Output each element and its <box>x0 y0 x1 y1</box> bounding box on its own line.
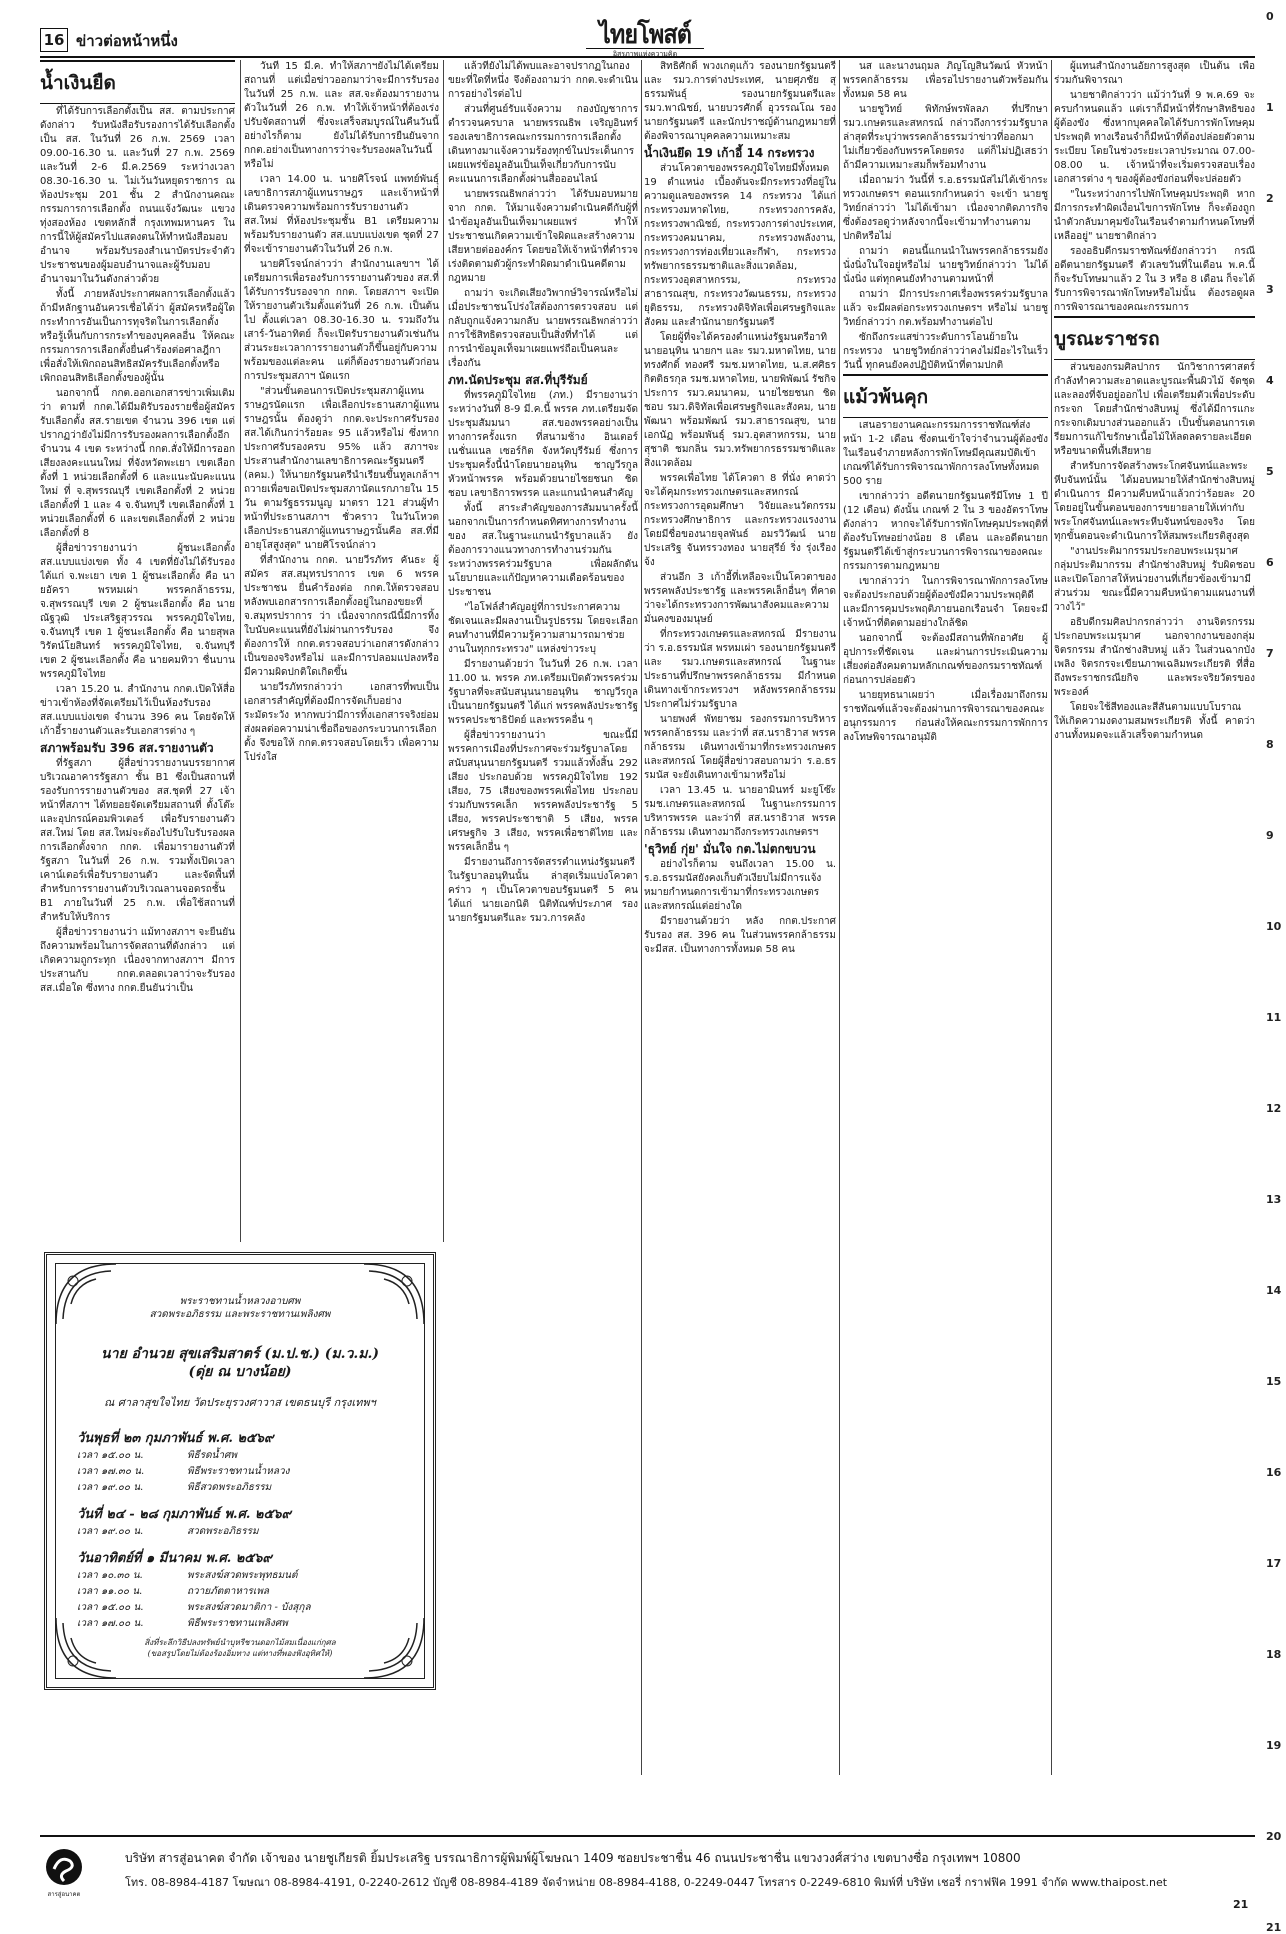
deceased-nickname: (ดุ่ย ณ บางน้อย) <box>188 1364 292 1380</box>
article-paragraph: ส่วนที่ศูนย์รับแจ้งความ กองบัญชาการตำรวจนครบาล นายพรรณธิพ เจริญอินทร์ รองเลขาธิการคณะกรรมการการเลือกตั้ง เดินทางมาแจ้งความร้องทุกข์ในประเด็นการเผยแพร่ข้อมูลอันเป็นเท็จเกี่ยวกับการนับคะแนนการเลือกตั้งผ่านสื่อออนไลน์ <box>448 104 638 185</box>
article-paragraph: มีรายงานด้วยว่า หลัง กกต.ประกาศรับรอง สส. 396 คน ในส่วนพรรคกล้าธรรมจะมีสส. เป็นทางการทั้งหมด 58 คน <box>644 916 836 955</box>
page-edge-mark: 8 <box>1266 738 1274 751</box>
article-paragraph: ซักถึงกระแสข่าวระดับการโอนย้ายในกระทรวง นายชูวิทย์กล่าวว่าคงไม่มีอะไรในเร็ววันนี้ ทุกคนยังคงปฏิบัติหน้าที่ตามปกติ <box>843 332 1048 371</box>
article-paragraph: "ส่วนขั้นตอนการเปิดประชุมสภาผู้แทนราษฎรนัดแรก เพื่อเลือกประธานสภาผู้แทนราษฎรนั้น ต้องดูว่า กกต.จะประกาศรับรอง สส.ได้เกินกว่าร้อยละ 95 แล้วหรือไม่ ซึ่งหากประกาศรับรองครบ 95% แล้ว สภาฯจะประสานสำนักงานเลขาธิการคณะรัฐมนตรี (ลคม.) ให้นายกรัฐมนตรีนำเรียนขึ้นทูลเกล้าฯ ถวายเพื่อขอเปิดประชุมสภานัดแรกภายใน 15 วัน ตามรัฐธรรมนูญ มาตรา 121 ส่วนผู้ทำหน้าที่ประธานสภาฯ ชั่วคราว ในวันโหวตเลือกประธานสภาผู้แทนราษฎรนั้นคือ สส.ที่มีอายุโสสูงสุด" นายศิโรจน์กล่าว <box>244 386 439 551</box>
page-edge-mark: 12 <box>1266 1102 1282 1115</box>
article-paragraph: ถามว่า มีการประกาศเรื่องพรรคร่วมรัฐบาลแล้ว จะมีผลต่อกระทรวงเกษตรฯ หรือไม่ นายชูวิทย์กล่าวว่า กต.พร้อมทำงานต่อไป <box>843 289 1048 328</box>
article-paragraph: รองอธิบดีกรมราชทัณฑ์ยังกล่าวว่า กรณีอดีตนายกรัฐมนตรี ตัวเลขวันที่ในเดือน พ.ค.นี้ ก็จะรับโทษมาแล้ว 2 ใน 3 หรือ 8 เดือน ก็จะได้รับการพิจารณาพักโทษหรือไม่นั้น ต้องรอดูผลการพิจารณาของคณะกรรมการ <box>1054 246 1255 313</box>
page-edge-mark: 21 <box>1266 1921 1282 1934</box>
column-divider <box>1051 60 1052 1775</box>
page-edge-mark: 4 <box>1266 374 1274 387</box>
article-column-6 <box>1054 60 1255 1775</box>
article-paragraph: นส และนางนฤมล ภิญโญสินวัฒน์ หัวหน้าพรรคกล้าธรรม เพื่อรอไปรายงานตัวพร้อมกันทั้งหมด 58 คน <box>843 61 1048 100</box>
page-edge-mark: 20 <box>1266 1830 1282 1843</box>
article-paragraph: แล้วที่ยังไม่ได้พบและอาจปรากฏในกองขยะที่ใดที่หนึ่ง จึงต้องถามว่า กกต.จะดำเนินการอย่างไรต่อไป <box>448 61 638 100</box>
article-paragraph: เวลา 14.00 น. นายศิโรจน์ แพทย์พันธุ์ เลขาธิการสภาผู้แทนราษฎร และเจ้าหน้าที่ เดินตรวจความพร้อมการรับรายงานตัว สส.ใหม่ ที่ห้องประชุมชั้น B1 เตรียมความพร้อมรับรายงานตัว สส.แบบแบ่งเขต ชุดที่ 27 ที่จะเข้ารายงานตัวในวันที่ 26 ก.พ. <box>244 174 439 255</box>
schedule-time: เวลา ๑๕.๐๐ น. <box>77 1450 144 1461</box>
schedule-row <box>77 1568 377 1583</box>
schedule-event: พิธีรดน้ำศพ <box>187 1450 237 1461</box>
article-column-3 <box>448 60 638 1775</box>
page-edge-mark: 7 <box>1266 647 1274 660</box>
schedule-row <box>77 1464 377 1479</box>
page-edge-mark: 0 <box>1266 10 1274 23</box>
article-column-5 <box>843 60 1048 1775</box>
page-edge-mark: 3 <box>1266 283 1274 296</box>
schedule-time: เวลา ๑๙.๐๐ น. <box>77 1526 144 1537</box>
publisher-logo-caption: สารสู่อนาคต <box>47 1891 81 1898</box>
article-paragraph: ทั้งนี้ สาระสำคัญของการสัมมนาครั้งนี้ นอกจากเป็นการกำหนดทิศทางการทำงานของ สส.ในฐานะแกนนำรัฐบาลแล้ว ยังต้องการวางแนวทางการทำงานร่วมกันระหว่างพรรคร่วมรัฐบาล เพื่อผลักดันนโยบายและแก้ปัญหาความเดือดร้อนของประชาชน <box>448 503 638 598</box>
funeral-title-line: สวดพระอภิธรรม และพระราชทานเพลิงศพ <box>149 1309 331 1320</box>
article-paragraph: นายพงศ์ พัทยาชม รองกรรมการบริหารพรรคกล้าธรรม และว่าที่ สส.นราธิวาส พรรคกล้าธรรม เดินทางเข้ามาที่กระทรวงเกษตรและสหกรณ์ โดยผู้สื่อข่าวสอบถามว่า ร.อ.ธรรมนัส จะยังเดินทางเข้ามาหรือไม่ <box>644 714 836 781</box>
schedule-event: พระสงฆ์สวดพระพุทธมนต์ <box>187 1570 298 1581</box>
funeral-announcement <box>44 1252 436 1690</box>
page-edge-mark: 17 <box>1266 1557 1282 1570</box>
article-paragraph: เขากล่าวว่า ในการพิจารณาพักการลงโทษ จะต้องประกอบด้วยผู้ต้องขังมีความประพฤติดี และมีการคุมประพฤติภายนอกเรือนจำ โดยจะมีเจ้าหน้าที่ติดตามอย่างใกล้ชิด <box>843 576 1048 629</box>
article-subhead: น้ำเงินยึด 19 เก้าอี้ 14 กระทรวง <box>644 146 815 160</box>
article-paragraph: ส่วนอีก 3 เก้าอี้ที่เหลือจะเป็นโควตาของพรรคพลังประชารัฐ และพรรคเล็กอื่นๆ ที่คาดว่าจะได้กระทรวงการพัฒนาสังคมและความมั่นคงของมนุษย์ <box>644 572 836 625</box>
schedule-row <box>77 1524 377 1539</box>
column-headline: แม้วพ้นคุก <box>843 374 1048 418</box>
page-edge-mark: 2 <box>1266 192 1274 205</box>
schedule-row <box>77 1480 377 1495</box>
article-paragraph: ถามว่า ตอนนี้แกนนำในพรรคกล้าธรรมยังนั่งนิ่งในใจอยู่หรือไม่ นายชูวิทย์กล่าวว่า ไม่ได้นั่งนิ่ง แต่ทุกคนยังทำงานตามหน้าที่ <box>843 246 1048 285</box>
schedule-time: เวลา ๑๐.๓๐ น. <box>77 1570 143 1581</box>
article-paragraph: ที่พรรคภูมิใจไทย (ภท.) มีรายงานว่า ระหว่างวันที่ 8-9 มี.ค.นี้ พรรค ภท.เตรียมจัดประชุมสัมมนา สส.ของพรรคอย่างเป็นทางการครั้งแรก ที่สนามช้าง อินเตอร์เนชั่นแนล เซอร์กิต จังหวัดบุรีรัมย์ ซึ่งการประชุมครั้งนี้นำโดยนายอนุทิน ชาญวีรกูล หัวหน้าพรรค พร้อมด้วยนายไชยชนก ชิดชอบ เลขาธิการพรรค และแกนนำคนสำคัญ <box>448 390 638 499</box>
article-paragraph: ผู้สื่อข่าวรายงานว่า ขณะนี้มีพรรคการเมืองที่ประกาศจะร่วมรัฐบาลโดยสนับสนุนนายกรัฐมนตรี รวมแล้วทั้งสิ้น 292 เสียง ประกอบด้วย พรรคภูมิใจไทย 192 เสียง, 75 เสียงของพรรคเพื่อไทย ประกอบร่วมกับพรรคเล็ก พรรคพลังประชารัฐ 5 เสียง, พรรคประชาชาติ 5 เสียง, พรรคเศรษฐกิจ 3 เสียง, พรรคเพื่อชาติไทย และพรรคเล็กอื่น ๆ <box>448 730 638 853</box>
schedule-event: ถวายภัตตาหารเพล <box>187 1586 270 1597</box>
article-paragraph: ผู้สื่อข่าวรายงานว่า แม้ทางสภาฯ จะยืนยันถึงความพร้อมในการจัดสถานที่ดังกล่าว แต่เกิดความถูกระทุก เนื่องจากทางสภาฯ มีการประสานกับ กกต.ตลอดเวลาว่าจะรับรอง สส.เมื่อใด ซึ่งทาง กกต.ยืนยันว่าเป็น <box>40 927 235 994</box>
column-divider <box>443 60 444 1242</box>
article-paragraph: นายยุทธนาเผยว่า เมื่อเรื่องมาถึงกรมราชทัณฑ์แล้วจะต้องผ่านการพิจารณาของคณะอนุกรรมการ ก่อนส่งให้คณะกรรมการพักการลงโทษพิจารณาอนุมัติ <box>843 690 1048 743</box>
article-paragraph: โดยผู้ที่จะได้ครองตำแหน่งรัฐมนตรีอาทิ นายอนุทิน นายกฯ และ รมว.มหาดไทย, นายทรงศักดิ์ ทองศรี รมช.มหาดไทย, น.ส.ศศิธร กิตติธรกุล รมช.มหาดไทย, นายพิพัฒน์ รัชกิจประการ รมว.คมนาคม, นายไชยชนก ชิดชอบ รมว.ดิจิทัลเพื่อเศรษฐกิจและสังคม, นายพัฒนา พร้อมพัฒน์ รมว.สาธารณสุข, นายเอกนัฏ พร้อมพันธุ์ รมว.อุตสาหกรรม, นายสุชาติ ชมกลิ่น รมว.ทรัพยากรธรรมชาติและสิ่งแวดล้อม <box>644 332 836 469</box>
ceremony-venue: ณ ศาลาสุขใจไทย วัดประยุรวงศาวาส เขตธนบุรี กรุงเทพฯ <box>104 1396 376 1409</box>
page-number: 16 <box>40 28 68 52</box>
section-title: ข่าวต่อหน้าหนึ่ง <box>76 32 178 50</box>
article-paragraph: ที่รัฐสภา ผู้สื่อข่าวรายงานบรรยากาศบริเวณอาคารรัฐสภา ชั้น B1 ซึ่งเป็นสถานที่รองรับการรายงานตัวของ สส.ชุดที่ 27 เจ้าหน้าที่สภาฯ ได้ทยอยจัดเตรียมสถานที่ ตั้งโต๊ะและอุปกรณ์คอมพิวเตอร์ เพื่อรับรายงานตัว สส.ใหม่ โดย สส.ใหม่จะต้องไปรับใบรับรองผลการเลือกตั้งจาก กกต. เพื่อมารายงานตัวที่รัฐสภา ในวันที่ 26 ก.พ. รวมทั้งเปิดเวลาเคาน์เตอร์เพื่อรับรายงานตัว และจัดพื้นที่สำหรับการรายงานตัวบริเวณลานจอดรถชั้น B1 ภายในวันที่ 25 ก.พ. เพื่อใช้สถานที่สำหรับให้บริการ <box>40 758 235 923</box>
article-paragraph: ที่กระทรวงเกษตรและสหกรณ์ มีรายงานว่า ร.อ.ธรรมนัส พรหมเผ่า รองนายกรัฐมนตรีและ รมว.เกษตรและสหกรณ์ ในฐานะประธานที่ปรึกษาพรรคกล้าธรรม มีกำหนดเดินทางเข้ากระทรวงฯ หลังพรรคกล้าธรรมประกาศไม่ร่วมรัฐบาล <box>644 629 836 710</box>
article-paragraph: นายชูวิทย์ พิทักษ์พรพัลลภ ที่ปรึกษา รมว.เกษตรและสหกรณ์ กล่าวถึงการร่วมรัฐบาลล่าสุดที่ระบุว่าพรรคกล้าธรรมว่าข่าวที่ออกมา ไม่เกี่ยวข้องกับพรรคโดยตรง แต่ก็ไม่ปฏิเสธว่า ถ้ามีความเหมาะสมก็พร้อมทำงาน <box>843 104 1048 171</box>
article-paragraph: อย่างไรก็ตาม จนถึงเวลา 15.00 น. ร.อ.ธรรมนัสยังคงเก็บตัวเงียบไม่มีการแจ้งหมายกำหนดการเข้ามาที่กระทรวงเกษตรและสหกรณ์แต่อย่างใด <box>644 859 836 912</box>
article-paragraph: "งานประติมากรรมประกอบพระเมรุมาศ กลุ่มประติมากรรม สำนักช่างสิบหมู่ รับผิดชอบ และเปิดโอกาสให้หน่วยงานที่เกี่ยวข้องเข้ามามีส่วนร่วม ขณะนี้มีความคืบหน้าตามแผนงานที่วางไว้" <box>1054 546 1255 613</box>
ceremony-day: วันที่ ๒๔ - ๒๘ กุมภาพันธ์ พ.ศ. ๒๕๖๙ <box>77 1507 292 1522</box>
schedule-row <box>77 1448 377 1463</box>
column-headline: น้ำเงินยืด <box>40 60 235 104</box>
ceremony-day: วันพุธที่ ๒๓ กุมภาพันธ์ พ.ศ. ๒๕๖๙ <box>77 1431 274 1446</box>
page-edge-mark: 16 <box>1266 1466 1282 1479</box>
contact-info: โทร. 08-8984-4187 โฆษณา 08-8984-4191, 0-2240-2612 บัญชี 08-8984-4189 จัดจำหน่าย 08-8984-4188, 0-2249-0447 โทรสาร 0-2249-6810 พิมพ์ที่ บริษัท เชอรี่ กราฟฟิค 1991 จำกัด www.thaipost.net <box>125 1876 1168 1889</box>
article-paragraph: นายวีรภัทรกล่าวว่า เอกสารที่พบเป็นเอกสารสำคัญที่ต้องมีการจัดเก็บอย่างระมัดระวัง หากพบว่ามีการทิ้งเอกสารจริงย่อมส่งผลต่อความน่าเชื่อถือของกระบวนการเลือกตั้ง จึงขอให้ กกต.ตรวจสอบโดยเร็ว เพื่อความโปร่งใส <box>244 682 439 763</box>
logo-text: ไทยโพสต์ <box>598 20 692 50</box>
publisher-footer <box>40 1835 1255 1901</box>
article-column-4 <box>644 60 836 1775</box>
schedule-time: เวลา ๑๗.๐๐ น. <box>77 1618 144 1629</box>
article-paragraph: เมื่อถามว่า วันนี้ที่ ร.อ.ธรรมนัสไม่ได้เข้ากระทรวงเกษตรฯ ตอนแรกกำหนดว่า จะเข้า นายชูวิทย์กล่าวว่า ไม่ได้เข้ามา เนื่องจากติดภารกิจ ซึ่งต้องรอดูว่าหลังจากนี้จะเข้ามาทำงานตามปกติหรือไม่ <box>843 175 1048 242</box>
schedule-event: พระสงฆ์สวดมาติกา - บังสุกุล <box>187 1602 311 1613</box>
article-paragraph: นายชาติกล่าวว่า แม้ว่าวันที่ 9 พ.ค.69 จะครบกำหนดแล้ว แต่เราก็มีหน้าที่รักษาสิทธิของผู้ต้องขัง ซึ่งหากบุคคลใดได้รับการพักโทษคุมประพฤติ ทางเรือนจำก็มีหน้าที่ต้องปล่อยตัวตามระเบียบ โดยในช่วงระยะเวลาประมาณ 07.00-08.00 น. เจ้าหน้าที่จะเริ่มตรวจสอบเรื่องเอกสารต่าง ๆ ของผู้ต้องขังก่อนที่จะปล่อยตัว <box>1054 90 1255 185</box>
funeral-title-line: พระราชทานน้ำหลวงอาบศพ <box>179 1296 301 1307</box>
article-paragraph: พรรคเพื่อไทย ได้โควตา 8 ที่นั่ง คาดว่าจะได้คุมกระทรวงเกษตรและสหกรณ์ กระทรวงการอุดมศึกษา วิจัยและนวัตกรรม กระทรวงศึกษาธิการ และกระทรวงแรงงาน โดยมีชื่อของนายจุลพันธ์ อมรวิวัฒน์ นายประเสริฐ จันทรรวงทอง นายสุรีย์ ริ่ง รุ่งเรืองจ้ง <box>644 473 836 568</box>
funeral-title <box>107 1295 373 1321</box>
article-paragraph: เวลา 13.45 น. นายอามินทร์ มะยูโซ๊ะ รมช.เกษตรและสหกรณ์ ในฐานะกรรมการบริหารพรรค และว่าที่ สส.นราธิวาส พรรคกล้าธรรม เดินทางมาถึงกระทรวงเกษตรฯ <box>644 785 836 838</box>
funeral-footnote <box>87 1637 393 1659</box>
column-divider <box>240 60 241 1242</box>
page-edge-mark: 9 <box>1266 829 1274 842</box>
schedule-row <box>77 1584 377 1599</box>
article-paragraph: ส่วนของกรมศิลปากร นักวิชาการศาสตร์ กำลังทำความสะอาดและบูรณะพื้นผิวไม้ จัดชุดและลองที่จับอยู่ออกไป เพื่อเตรียมตัวเพื่อประดับกระจก โดยสำนักช่างสิบหมู่ ซึ่งได้มีการแกะกระจกเดิมบางส่วนออกแล้ว เป็นขั้นตอนการเตรียมการแก้ไขรักษาเนื้อไม้ให้ลดลดรายละเอียดหรือขนาดพื้นที่เสียหาย <box>1054 362 1255 457</box>
article-paragraph: โดยจะใช้สีทองและสีสันตามแบบโบราณ ให้เกิดความงดงามสมพระเกียรติ ทั้งนี้ คาดว่างานทั้งหมดจะแล้วเสร็จตามกำหนด <box>1054 702 1255 741</box>
page-edge-mark: 6 <box>1266 556 1274 569</box>
ceremony-day: วันอาทิตย์ที่ ๑ มีนาคม พ.ศ. ๒๕๖๙ <box>77 1551 272 1566</box>
funeral-footnote-line: สิ่งที่ระลึกวิธีปลงทรัพย์นำบุหรีชวนดอกไม้สมเนื่องแก่กุศล <box>144 1638 336 1647</box>
publisher-logo-icon <box>40 1845 88 1893</box>
page-edge-mark: 15 <box>1266 1375 1282 1388</box>
schedule-event: สวดพระอภิธรรม <box>187 1526 259 1537</box>
article-paragraph: "ในระหว่างการไปพักโทษคุมประพฤติ หากมีการกระทำผิดเงื่อนไขการพักโทษ ก็จะต้องถูกนำตัวกลับมาคุมขังในเรือนจำตามกำหนดโทษที่เหลืออยู่" นายชาติกล่าว <box>1054 189 1255 242</box>
page-header <box>40 20 1255 58</box>
article-paragraph: ที่ได้รับการเลือกตั้งเป็น สส. ตามประกาศดังกล่าว รับหนังสือรับรองการได้รับเลือกตั้งเป็น สส. ในวันที่ 26 ก.พ. 2569 เวลา 09.00-16.30 น. และวันที่ 27 ก.พ. 2569 และวันที่ 2-6 มี.ค.2569 ระหว่างเวลา 08.30-16.30 น. ไม่เว้นวันหยุดราชการ ณ ห้องประชุม 201 ชั้น 2 สำนักงานคณะกรรมการการเลือกตั้ง ถนนแจ้งวัฒนะ แขวงทุ่งสองห้อง เขตหลักสี่ กรุงเทพมหานคร ในการนี้ให้ผู้สมัครไปแสดงตนให้ทำหนังสือมอบอำนาจ พร้อมรับรองสำเนาบัตรประจำตัวประชาชนของผู้มอบอำนาจและผู้รับมอบอำนาจมาในวันดังกล่าวด้วย <box>40 106 235 285</box>
article-paragraph: ที่สำนักงาน กกต. นายวีรภัทร คันธะ ผู้สมัคร สส.สมุทรปราการ เขต 6 พรรคประชาชน ยื่นคำร้องต่อ กกต.ให้ตรวจสอบหลังพบเอกสารการเลือกตั้งอยู่ในกองขยะที่ จ.สมุทรปราการ ว่า เนื่องจากกรณีนี้มีการทิ้งใบนับคะแนนที่ยังไม่ผ่านการรับรอง จึงต้องการให้ กกต.ตรวจสอบว่าเอกสารดังกล่าวเป็นของจริงหรือไม่ และมีการปลอมแปลงหรือมีความผิดปกติใดเกิดขึ้น <box>244 555 439 678</box>
schedule-time: เวลา ๑๑.๐๐ น. <box>77 1586 143 1597</box>
page-edge-mark: 11 <box>1266 1011 1282 1024</box>
masthead-logo <box>586 20 704 58</box>
article-paragraph: สิทธิศักดิ์ พวงเกตุแก้ว รองนายกรัฐมนตรี และ รมว.การต่างประเทศ, นายศุภชัย สุธรรมพันธุ์ รองนายกรัฐมนตรีและ รมว.พาณิชย์, นายบวรศักดิ์ อุวรรณโณ รองนายกรัฐมนตรี และนักปราชญ์ด้านกฎหมายที่ต้องพิจารณาบุคคลความเหมาะสม <box>644 61 836 142</box>
schedule-time: เวลา ๑๙.๐๐ น. <box>77 1482 144 1493</box>
article-paragraph: ผู้สื่อข่าวรายงานว่า ผู้ชนะเลือกตั้ง สส.แบบแบ่งเขต ทั้ง 4 เขตที่ยังไม่ได้รับรอง ได้แก่ จ.พะเยา เขต 1 ผู้ชนะเลือกตั้ง คือ นายอัครา พรหมเผ่า พรรคกล้าธรรม, จ.สุพรรณบุรี เขต 2 ผู้ชนะเลือกตั้ง คือ นายณัฐวุฒิ ประเสริฐสุวรรณ พรรคภูมิใจไทย, จ.จันทบุรี เขต 1 ผู้ชนะเลือกตั้ง คือ นายสุพล วิรัตน์โยสินทร์ พรรคภูมิใจไทย, จ.จันทบุรี เขต 2 ผู้ชนะเลือกตั้ง คือ นายคมทิวา ชื่นบาน พรรคภูมิใจไทย <box>40 543 235 680</box>
page-edge-mark: 14 <box>1266 1284 1282 1297</box>
article-paragraph: เสนอรายงานคณะกรรมการราชทัณฑ์ส่งหน้า 1-2 เดือน ซึ่งตนเข้าใจว่าจำนวนผู้ต้องขังในเรือนจำภายหลังการพักโทษมีคุณสมบัติเข้าเกณฑ์ได้รับการพิจารณาพักการลงโทษทั้งหมด 500 ราย <box>843 420 1048 487</box>
schedule-row <box>77 1616 377 1631</box>
schedule-time: เวลา ๑๕.๐๐ น. <box>77 1602 144 1613</box>
article-paragraph: สำหรับการจัดสร้างพระโกศจันทน์และพระหีบจันทน์นั้น ได้มอบหมายให้สำนักช่างสิบหมู่ดำเนินการ มีความคืบหน้าแล้วกว่าร้อยละ 20 โดยอยู่ในขั้นตอนของการขยายลายให้เท่ากับพระโกศจันทน์และพระหีบจันทน์ของจริง โดยทุกขั้นตอนจะดำเนินการให้สมพระเกียรติสูงสุด <box>1054 461 1255 542</box>
article-subhead: ภท.นัดประชุม สส.ที่บุรีรัมย์ <box>448 373 588 387</box>
schedule-event: พิธีพระราชทานเพลิงศพ <box>187 1618 288 1629</box>
article-paragraph: ผู้แทนสำนักงานอัยการสูงสุด เป็นต้น เพื่อร่วมกันพิจารณา <box>1054 61 1255 86</box>
article-paragraph: นอกจากนี้ กกต.ออกเอกสารข่าวเพิ่มเติมว่า ตามที่ กกต.ได้มีมติรับรองรายชื่อผู้สมัครรับเลือกตั้ง สส.รายเขต จำนวน 396 เขต แต่ปรากฏว่ายังไม่มีการรับรองผลการเลือกตั้งอีกจำนวน 4 เขต ระหว่างนี้ กกต.สั่งให้มีการออกเสียงลงคะแนนใหม่ ที่จังหวัดพะเยา เขตเลือกตั้งที่ 1 หน่วยเลือกตั้งที่ 6 และแนะนับคะแนนใหม่ ที่ จ.สุพรรณบุรี เขตเลือกตั้งที่ 2 หน่วยเลือกตั้งที่ 1 และ 4 จ.จันทบุรี เขตเลือกตั้งที่ 1 หน่วยเลือกตั้งที่ 6 และเขตเลือกตั้งที่ 2 หน่วยเลือกตั้งที่ 8 <box>40 388 235 539</box>
schedule-event: พิธีสวดพระอภิธรรม <box>187 1482 272 1493</box>
page-edge-mark: 10 <box>1266 920 1282 933</box>
article-subhead: สภาพร้อมรับ 396 สส.รายงานตัว <box>40 741 214 755</box>
deceased-name <box>67 1345 413 1381</box>
article-paragraph: ทั้งนี้ ภายหลังประกาศผลการเลือกตั้งแล้ว ถ้ามีหลักฐานอันควรเชื่อได้ว่า ผู้สมัครหรือผู้ใดกระทำการอันเป็นการทุจริตในการเลือกตั้ง หรือรู้เห็นกับการกระทำของบุคคลอื่น ให้คณะกรรมการการเลือกตั้งยื่นคำร้องต่อศาลฎีกาเพื่อสั่งให้เพิกถอนสิทธิสมัครรับเลือกตั้งหรือเพิกถอนสิทธิเลือกตั้งของผู้นั้น <box>40 289 235 384</box>
column-divider <box>641 60 642 1775</box>
page-edge-mark: 13 <box>1266 1193 1282 1206</box>
page-edge-mark: 1 <box>1266 101 1274 114</box>
funeral-footnote-line: (ขอสรูปโดยไม่ต้องร้องอิ่มทาง แต่ทางที่พองฟังอุทิศให้) <box>147 1649 333 1658</box>
column-headline: บูรณะราชรถ <box>1054 316 1255 360</box>
article-paragraph: "ไอโฟล์สำคัญอยู่ที่การประกาศความชัดเจนและมีผลงานเป็นรูปธรรม โดยจะเลือกคนทำงานที่มีความรู้ความสามารถมาช่วยงานในทุกกระทรวง" แหล่งข่าวระบุ <box>448 602 638 655</box>
article-paragraph: นายพรรณธิพกล่าวว่า ได้รับมอบหมายจาก กกต. ให้มาแจ้งความดำเนินคดีกับผู้ที่นำข้อมูลอันเป็นเท็จมาเผยแพร่ ทำให้ประชาชนเกิดความเข้าใจผิดและสร้างความเสียหายต่อองค์กร โดยขอให้เจ้าหน้าที่ตำรวจเร่งติดตามตัวผู้กระทำผิดมาดำเนินคดีตามกฎหมาย <box>448 189 638 284</box>
page-edge-mark: 18 <box>1266 1648 1282 1661</box>
article-paragraph: มีรายงานถึงการจัดสรรตำแหน่งรัฐมนตรีในรัฐบาลอนุทินนั้น ล่าสุดเริ่มแบ่งโควตาคร่าว ๆ เป็นโควตาขอบรัฐมนตรี 5 คน ได้แก่ นายเอกนิติ นิติทัณฑ์ประภาศ รองนายกรัฐมนตรีและ รมว.การคลัง <box>448 857 638 924</box>
deceased-name-line: นาย อำนวย สุขเสริมสาตร์ (ม.ป.ช.) (ม.ว.ม.) <box>101 1346 379 1362</box>
article-paragraph: ถามว่า จะเกิดเสียงวิพากษ์วิจารณ์หรือไม่เมื่อประชาชนโปร่งใสต้องการตรวจสอบ แต่กลับถูกแจ้งความกลับ นายพรรณธิพกล่าวว่า การใช้สิทธิตรวจสอบเป็นสิ่งที่ทำได้ แต่การนำข้อมูลเท็จมาเผยแพร่ถือเป็นคนละเรื่องกัน <box>448 288 638 369</box>
footer-page-mark: 21 <box>1233 1898 1249 1911</box>
page-edge-mark: 5 <box>1266 465 1274 478</box>
article-column-1 <box>40 60 235 1242</box>
schedule-event: พิธีพระราชทานน้ำหลวง <box>187 1466 290 1477</box>
article-paragraph: ส่วนโควตาของพรรคภูมิใจไทยมีทั้งหมด 19 ตำแหน่ง เบื้องต้นจะมีกระทรวงที่อยู่ในความดูแลของพรรค 14 กระทรวง ได้แก่ กระทรวงมหาดไทย, กระทรวงการคลัง, กระทรวงพาณิชย์, กระทรวงการต่างประเทศ, กระทรวงคมนาคม, กระทรวงพลังงาน, กระทรวงการท่องเที่ยวและกีฬา, กระทรวงทรัพยากรธรรมชาติและสิ่งแวดล้อม, กระทรวงอุตสาหกรรม, กระทรวงสาธารณสุข, กระทรวงวัฒนธรรม, กระทรวงยุติธรรม, กระทรวงดิจิทัลเพื่อเศรษฐกิจและสังคม และสำนักนายกรัฐมนตรี <box>644 163 836 328</box>
publisher-info: บริษัท สารสู่อนาคต จำกัด เจ้าของ นายชูเกียรติ ยิ้มประเสริฐ บรรณาธิการผู้พิมพ์ผู้โฆษณา 1409 ซอยประชาชื่น 46 ถนนประชาชื่น แขวงวงศ์สว่าง เขตบางซื่อ กรุงเทพฯ 10800 <box>125 1851 1021 1865</box>
page-edge-mark: 19 <box>1266 1739 1282 1752</box>
article-paragraph: นายศิโรจน์กล่าวว่า สำนักงานเลขาฯ ได้เตรียมการเพื่อรองรับการรายงานตัวของ สส.ที่ได้รับการรับรองจาก กกต. โดยสภาฯ จะเปิดให้รายงานตัวเริ่มตั้งแต่วันที่ 26 ก.พ. เป็นต้นไป ตั้งแต่เวลา 08.30-16.30 น. รวมถึงวันเสาร์-วันอาทิตย์ ก็จะเปิดรับรายงานตัวเช่นกัน ส่วนระยะเวลาการรายงานตัวก็ขึ้นอยู่กับความพร้อมของแต่ละคน แต่ก็ต้องรายงานตัวก่อนการประชุมสภาฯ นัดแรก <box>244 259 439 382</box>
logo-tagline: อิสรภาพแห่งความคิด <box>586 48 704 60</box>
article-paragraph: อธิบดีกรมศิลปากรกล่าวว่า งานจิตรกรรมประกอบพระเมรุมาศ นอกจากงานของกลุ่มจิตรกรรม สำนักช่างสิบหมู่ แล้ว ในส่วนฉากบังเพลิง จิตรกรจะเขียนภาพเฉลิมพระเกียรติ ที่สื่อถึงพระราชกรณียกิจ และพระจริยวัตรของพระองค์ <box>1054 617 1255 698</box>
schedule-row <box>77 1600 377 1615</box>
article-paragraph: วันที่ 15 มี.ค. ทำให้สภาฯยังไม่ได้เตรียมสถานที่ แต่เมื่อข่าวออกมาว่าจะมีการรับรองในวันที่ 25 ก.พ. และ สส.จะต้องมารายงานตัวในวันที่ 26 ก.พ. ทำให้เจ้าหน้าที่ต้องเร่งปรับจัดสถานที่ ซึ่งจะเสร็จสมบูรณ์ในคืนวันนี้ อย่างไรก็ตาม ยังไม่ได้รับการยืนยันจาก กกต.อย่างเป็นทางการว่าจะรับรองผลในวันนี้หรือไม่ <box>244 61 439 170</box>
article-paragraph: เวลา 15.20 น. สำนักงาน กกต.เปิดให้สื่อข่าวเข้าห้องที่จัดเตรียมไว้เป็นห้องรับรอง สส.แบบแบ่งเขต จำนวน 396 คน โดยจัดให้เก้าอี้รายงานตัวและรับเอกสารต่าง ๆ <box>40 684 235 737</box>
column-divider <box>839 60 840 1775</box>
article-paragraph: นอกจากนี้ จะต้องมีสถานที่พักอาศัย ผู้อุปการะที่ชัดเจน และผ่านการประเมินความเสี่ยงต่อสังคมตามหลักเกณฑ์ของกรมราชทัณฑ์ก่อนการปล่อยตัว <box>843 633 1048 686</box>
article-paragraph: เขากล่าวว่า อดีตนายกรัฐมนตรีมีโทษ 1 ปี (12 เดือน) ดังนั้น เกณฑ์ 2 ใน 3 ของอัตราโทษดังกล่าว หากจะได้รับการพักโทษคุมประพฤติที่ต้องรับโทษอย่างน้อย 8 เดือน และอดีตนายกรัฐมนตรีได้เข้าสู่กระบวนการพิจารณาของคณะกรรมการตามกฎหมาย <box>843 491 1048 572</box>
schedule-time: เวลา ๑๗.๓๐ น. <box>77 1466 145 1477</box>
article-column-2 <box>244 60 439 1242</box>
article-paragraph: มีรายงานด้วยว่า ในวันที่ 26 ก.พ. เวลา 11.00 น. พรรค ภท.เตรียมเปิดตัวพรรคร่วมรัฐบาลที่จะสนับสนุนนายอนุทิน ชาญวีรกูล เป็นนายกรัฐมนตรี ได้แก่ พรรคพลังประชารัฐ พรรคประชาธิปัตย์ และพรรคอื่น ๆ <box>448 659 638 726</box>
article-subhead: 'ธุวิทย์ กุ่ย' มั่นใจ กต.ไม่ตกขบวน <box>644 842 816 856</box>
